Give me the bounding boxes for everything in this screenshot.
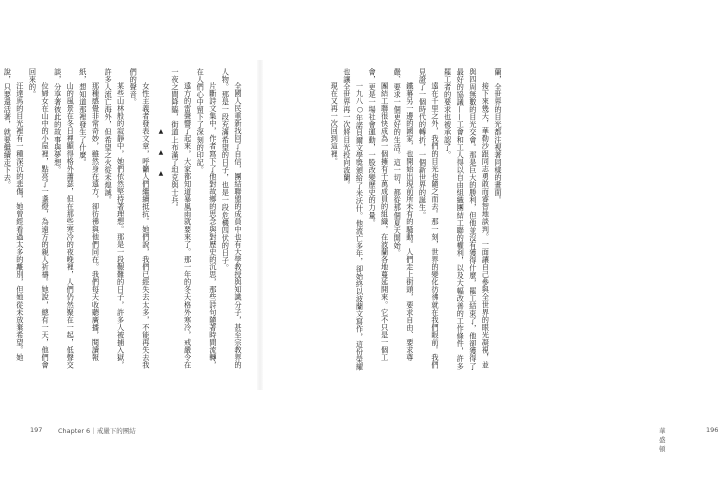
paragraph: 那種感覺非常奇妙，雖然身在遠方，卻彷彿與他們同在。我們每天收聽廣播，閱讀報紙，想知道那裡發生了什麼。 (78, 68, 101, 362)
paragraph: 鐵幕另一邊的國家，也開始出現前所未有的騷動。人們走上街頭，要求自由、要求尊嚴、要求一個更好的生活。這一切，都從那個夏天開始。 (393, 68, 415, 362)
section-break-ornament: ▲ ▲ ▲ (157, 128, 165, 183)
paragraph: 蘭，全世界的目光都注視著同樣的畫面。 (494, 68, 503, 204)
page-number: 197 (30, 426, 43, 434)
right-page-text (274, 68, 504, 373)
paragraph: 遠在千里之外，我們的目光也隨之而去。那一刻，世界的變化彷彿就在我們眼前。我們見證了一個時代的轉折，一個新世界的誕生。 (418, 68, 441, 370)
paragraph: 團結工聯很快成為一個擁有千萬成員的組織，在波蘭各地蔓延開來。它不只是一個工會，更是一場社會運動，一股改變歷史的力量。 (368, 68, 390, 362)
paragraph: 山的風景在冬日裡顯得格外蕭瑟，但在那些寒冷的夜晚裡，人們仍然聚在一起，低聲交談，分享著彼此的故事與夢想。 (53, 68, 76, 370)
left-page (0, 0, 260, 500)
running-head: Chapter 6｜戒嚴下的團結 (58, 427, 136, 435)
paragraph: 一九八○年諾貝爾文學獎頒給了米沃什。他流亡多年，卻始終以波蘭文寫作，這份榮耀也讓全世界再一次將目光投向波蘭。 (342, 68, 365, 372)
paragraph: 片斷詩文集中，作者寫下了他對故鄉的思念與對歷史的沉思，那些詩句隨著時間流轉，在人們心中留下了深刻的印記。 (196, 68, 218, 370)
paragraph: 全國人民重新找回了自信，團結聯盟的成員中也有大學教授與知識分子，甚至宗教界的人物。那是一段充滿希望的日子，也是一段危機四伏的日子。 (221, 68, 243, 370)
paragraph: 位婦女在山中的小屋裡，點亮了一盞燈，為遠方的親人祈禱。她說，總有一天，他們會回來的。 (28, 68, 51, 370)
paragraph: 女性主義者發表文章，呼籲人們繼續抵抗。她們說，我們已經失去太多，不能再失去我們的聲音。 (129, 68, 151, 370)
left-page-text (3, 68, 244, 373)
paragraph: 接下來幾天，華勒沙跟同志勇敢而睿智地談判。一面讓自己參與全世界的眼光凝視，並與四周無數的目光交會。那是巨大的勝利，但他並沒有獲得什麼，罷工結束了，他卻獲得了最好的協議——工會和工人得以自由組織團結工聯的權利，以及大幅改善的工作條件，許多罷工者的要求也被承認了。 (443, 68, 491, 370)
paragraph: 現在又再一次回到這裡。 (330, 82, 340, 166)
right-page (260, 0, 718, 500)
paragraph: 某些山林般的寂靜中，她們依然堅持著理想。那是一段艱難的日子，許多人被捕入獄，許多人流亡海外，但希望之火從未熄滅。 (104, 68, 126, 370)
paragraph: 汪達馬的目光裡有一種深沉的悲傷，她曾經看過太多的離別，但她從未放棄希望。她說，只要還活著，就要繼續走下去。 (3, 68, 25, 362)
running-head: 華盛頓 (659, 427, 666, 453)
page-number: 196 (706, 426, 718, 434)
paragraph: 遠方的雷聲響了起來，大家都知道暴風雨就要來了。那一年的冬天格外寒冷，戒嚴令在一夜之間降臨，街道上布滿了坦克與士兵。 (171, 68, 193, 370)
paragraph (0, 68, 1, 373)
